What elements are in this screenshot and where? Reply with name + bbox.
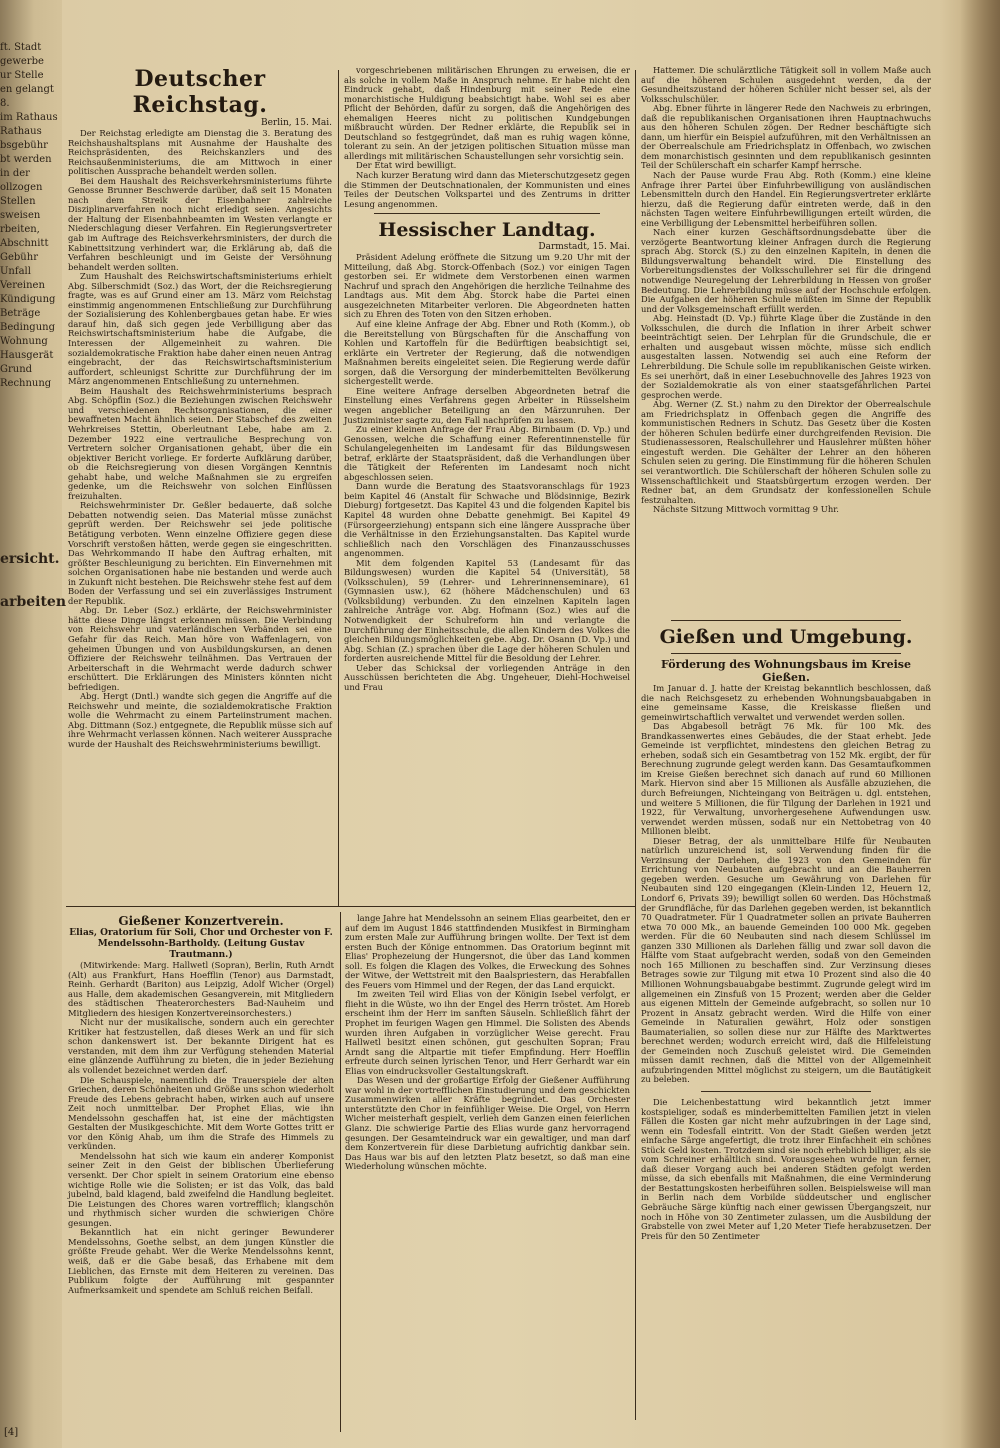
article-middle [344, 66, 630, 904]
article-title: Gießener Konzertverein. [118, 914, 284, 928]
margin-fragment: ollzogen [0, 182, 43, 193]
paragraph: Abg. Heinstadt (D. Vp.) führte Klage über die Zustände in den Volksschulen, die durch die Inflation in ihrer Arbeit schwer beeinträchtigt seien. Der Lehrplan für die Grundschule, die er erhalten und ausgebaut wissen möchte, müsse sich endlich ausgestalten lassen. Notwendig sei auch eine Reform der Lehrerbildung. Die Schule solle im republikanischen Geiste wirken. Es sei unerhört, daß in einer Lesebuchnovelle des Jahres 1923 von der Sozialdemokratie als von einer staatsgefährlichen Partei gesprochen werde. [641, 313, 931, 400]
paragraph: Die Leichenbestattung wird bekanntlich jetzt immer kostspieliger, sodaß es minderbemittelten Familien jetzt in vielen Fällen die Kosten gar nicht mehr aufzubringen in der Lage sind, wenn ein Todesfall eintritt. Von der Stadt Gießen werden jetzt einfache Särge angefertigt, die trotz ihrer Einfachheit ein schönes Stück Geld kosten. Trotzdem sind sie noch erheblich billiger, als sie vom Schreiner erhältlich sind. Vorausgesehen wurde nun ferner, daß dieser Vorgang auch bei anderen Städten gefolgt werden müsse, da sich ebenfalls mit Maßnahmen, die eine Verminderung der Bestattungskosten herbeiführen sollen. Beispielsweise will man in Berlin nach dem Vorbilde süddeutscher und englischer Gebräuche Särge künftig nach einer gewissen Übergangszeit, nur noch in Höhe von 30 Zentimeter zulassen, um die Ausbildung der Grabstelle von zwei Meter auf 1,20 Meter Tiefe herabzusetzen. Der Preis für den 50 Zentimeter [641, 1096, 931, 1241]
paragraph: lange Jahre hat Mendelssohn an seinem Elias gearbeitet, den er auf dem im August 1846 stattfindenden Musikfest in Birmingham zum ersten Male zur Aufführung bringen wollte. Der Text ist dem ersten Buch der Könige entnommen. Das Oratorium beginnt mit Elias' Prophezeiung der Hungersnot, die über das Land kommen soll. Es folgen die Klagen des Volkes, die Erweckung des Sohnes der Witwe, der Wettstreit mit den Baalspriestern, das Herabfallen des Feuers vom Himmel und der Regen, der das Land erquickt. [345, 913, 630, 990]
section-title-giessen: Gießen und Umgebung. [659, 626, 913, 648]
margin-fragment: bsgebühr [0, 140, 48, 151]
margin-fragment: Gebühr [0, 252, 38, 263]
margin-fragment: Hausgerät [0, 350, 54, 361]
dateline: Berlin, 15. Mai. [260, 118, 332, 128]
column-rule-1 [338, 70, 339, 906]
margin-fragment: Rechnung [0, 378, 52, 389]
paragraph: Abg. Dr. Leber (Soz.) erklärte, der Reichswehrminister hätte diese Dinge längst erkennen müssen. Die Verbindung von Reichswehr und vaterländischen Verbänden sei eine Gefahr für das Reich. Man höre von Waffenlagern, von geheimen Übungen und von Ausbildungskursen, an denen Offiziere der Reichswehr teilnähmen. Das Vertrauen der Arbeiterschaft in die Wehrmacht werde dadurch schwer erschüttert. Die Erklärungen des Ministers könnten nicht befriedigen. [68, 605, 332, 692]
paragraph: Abg. Hergt (Dntl.) wandte sich gegen die Angriffe auf die Reichswehr und meinte, die sozialdemokratische Fraktion wolle die Wehrmacht zu einem Parteiinstrument machen. Abg. Dittmann (Soz.) entgegnete, die Republik müsse sich auf ihre Wehrmacht verlassen können. Nach weiterer Aussprache wurde der Haushalt des Reichswehrministeriums bewilligt. [68, 691, 332, 749]
margin-fragment: in der [0, 168, 30, 179]
article-body-2 [641, 1098, 931, 1241]
article-body [68, 961, 334, 1295]
paragraph: Mendelssohn hat sich wie kaum ein anderer Komponist seiner Zeit in den Geist der biblischen Überlieferung versenkt. Der Chor spielt in seinem Oratorium eine ebenso wichtige Rolle wie die Solisten; er ist das Volk, das bald jubelnd, bald klagend, bald zweifelnd die Handlung begleitet. Die Leistungen des Chores waren vortrefflich; klangschön und rhythmisch sicher wurden die schwierigen Chöre gesungen. [68, 1150, 334, 1228]
margin-fragment: rbeiten, [0, 224, 40, 235]
paragraph: Nicht nur der musikalische, sondern auch ein gerechter Kritiker hat festzustellen, daß dieses Werk an und für sich schon dankenswert ist. Der bekannte Dirigent hat es verstanden, mit dem ihm zur Verfügung stehenden Material eine glänzende Aufführung zu bieten, die in jeder Beziehung als vollendet bezeichnet werden darf. [68, 1017, 334, 1076]
reichstag-continuation [344, 66, 630, 209]
article-konzertverein [68, 914, 334, 1424]
margin-fragment: bt werden [0, 154, 52, 165]
paragraph: Nach kurzer Beratung wird dann das Mieterschutzgesetz gegen die Stimmen der Deutschnationalen, der Kommunisten und eines Teiles der Deutschen Volkspartei und des Zentrums in dritter Lesung angenommen. [344, 170, 630, 209]
margin-fragment: Stellen [0, 196, 36, 207]
paragraph: Auf eine kleine Anfrage der Abg. Ebner und Roth (Komm.), ob die Bereitstellung von Bürgschaften für die Anschaffung von Kohlen und Kartoffeln für die Bedürftigen beabsichtigt sei, erklärte ein Vertreter der Regierung, daß die notwendigen Maßnahmen bereits eingeleitet seien. Die Regierung werde dafür sorgen, daß die Versorgung der minderbemittelten Bevölkerung sichergestellt werde. [344, 319, 630, 387]
paragraph: Mit dem folgenden Kapitel 53 (Landesamt für das Bildungswesen) wurden die Kapitel 54 (Universität), 58 (Volksschulen), 59 (Lehrer- und Lehrerinnenseminare), 61 (Gymnasien usw.), 62 (höhere Mädchenschulen) und 63 (Volksbildung) verbunden. Zu den einzelnen Kapiteln lagen zahlreiche Anträge vor. Abg. Hofmann (Soz.) wies auf die Notwendigkeit der Schulreform hin und verlangte die Durchführung der Einheitsschule, die allen Kindern des Volkes die gleichen Bildungsmöglichkeiten gebe. Abg. Dr. Osann (D. Vp.) und Abg. Schian (Z.) sprachen über die Lage der höheren Schulen und forderten ausreichende Mittel für die Besoldung der Lehrer. [344, 557, 630, 664]
margin-fragment: Abschnitt [0, 238, 49, 249]
paragraph: Die Schauspiele, namentlich die Trauerspiele der alten Griechen, deren Schönheiten und Größe uns schon wiederholt Freude des Lebens gebracht haben, wirken auch auf unsere Zeit noch unmittelbar. Der Prophet Elias, wie ihn Mendelssohn geschaffen hat, ist eine der mächtigsten Gestalten der Musikgeschichte. Mit dem Worte Gottes tritt er vor den König Ahab, um ihm die Strafe des Himmels zu verkünden. [68, 1074, 334, 1152]
article-body [345, 914, 630, 1172]
paragraph: Der Etat wird bewilligt. [356, 160, 457, 171]
margin-fragment: Beträge [0, 308, 41, 319]
landtag-continuation [641, 66, 931, 515]
article-subtitle: Elias, Oratorium für Soli, Chor und Orchester von F. Mendelssohn-Bartholdy. (Leitung Gustav Trautmann.) [69, 928, 333, 960]
paragraph: Beim Haushalt des Reichswehrministeriums besprach Abg. Schöpflin (Soz.) die Beziehungen zwischen Reichswehr und verschiedenen Rechtsorganisationen, die einer bewaffneten Macht ähnlich seien. Der Stabschef des zweiten Wehrkreises Stettin, Oberleutnant Lebe, habe am 2. Dezember 1922 eine vertrauliche Besprechung von Vertretern solcher Organisationen gehabt, über die ein objektiver Bericht vorliege. Er forderte Aufklärung darüber, ob die Reichsregierung von diesen Vorgängen Kenntnis gehabt habe, und welche Maßnahmen sie zu ergreifen gedenke, um die Reichswehr von solchen Einflüssen freizuhalten. [68, 385, 332, 501]
paragraph: Eine weitere Anfrage derselben Abgeordneten betraf die Einstellung eines Verfahrens gegen Arbeiter in Rüsselsheim wegen angeblicher Beteiligung an den Märzunruhen. Der Justizminister sagte zu, den Fall nachprüfen zu lassen. [344, 385, 630, 425]
margin-fragment: Grund [0, 364, 33, 375]
section-title-hessischer-landtag: Hessischer Landtag. [378, 219, 596, 242]
paragraph: Bei dem Haushalt des Reichsverkehrsministeriums führte Genosse Brunner Beschwerde darüber, daß seit 15 Monaten nach dem Streik der Eisenbahner zahlreiche Disziplinarverfahren noch nicht erledigt seien. Angesichts der Haltung der Eisenbahnbeamten im Westen verlangte er Niederschlagung dieser Verfahren. Ein Regierungsvertreter gab im Auftrage des Reichsverkehrsministers, der durch die Kabinettsitzung verhindert war, die Erklärung ab, daß die Verfahren beschleunigt und im Geiste der Versöhnung behandelt werden sollten. [68, 175, 332, 272]
margin-fragment: ur Stelle [0, 70, 44, 81]
divider [671, 653, 901, 654]
margin-fragment: im Rathaus [0, 112, 58, 123]
column-rule-3 [340, 912, 341, 1432]
paragraph: Der Reichstag erledigte am Dienstag die 3. Beratung des Reichshaushaltsplans mit Ausnahme der Haushalte des Reichspräsidenten, des Reichskanzlers und des Reichsaußenministeriums, die am Mittwoch in einer politischen Aussprache behandelt werden sollen. [68, 128, 332, 177]
divider [374, 213, 600, 214]
paragraph: Nach der Pause wurde Frau Abg. Roth (Komm.) eine kleine Anfrage ihrer Partei über Einfuhrbewilligung von ausländischen Lebensmitteln durch den Handel. Ein Regierungsvertreter erklärte hierzu, daß die Regierung dafür eintreten werde, daß in den nächsten Tagen weitere Einfuhrbewilligungen erteilt würden, die eine Verbilligung der Lebensmittel herbeiführen sollen. [641, 170, 931, 228]
article-konzertverein-continuation [345, 914, 630, 1424]
page-edge-shadow [960, 0, 1000, 1448]
paragraph: Dann wurde die Beratung des Staatsvoranschlags für 1923 beim Kapitel 46 (Anstalt für Schwache und Blödsinnige, Bezirk Dieburg) fortgesetzt. Das Kapitel 43 und die folgenden Kapitel bis Kapitel 48 wurden ohne Debatte genehmigt. Bei Kapitel 49 (Fürsorgeerziehung) entspann sich eine längere Aussprache über die Verhältnisse in den Erziehungsanstalten. Das Kapitel wurde schließlich nach den Vorschlägen des Finanzausschusses angenommen. [344, 481, 630, 559]
paragraph: Zu einer kleinen Anfrage der Frau Abg. Birnbaum (D. Vp.) und Genossen, welche die Schaffung einer Referentinnenstelle für Schulangelegenheiten im Landesamt für das Bildungswesen betraf, erklärte der Staatspräsident, daß die Verhandlungen über die Tätigkeit der Referenten im Landesamt noch nicht abgeschlossen seien. [344, 424, 630, 482]
article-body [641, 684, 931, 1085]
margin-fragment: sweisen [0, 210, 41, 221]
article-body [68, 129, 332, 750]
margin-fragment: Wohnung [0, 336, 48, 347]
section-giessen [641, 616, 931, 1424]
margin-heading-fragment: ersicht. [0, 551, 60, 567]
paragraph: Abg. Werner (Z. St.) nahm zu den Direktor der Oberrealschule am Friedrichsplatz in Offenbach gegen die Angriffe des kommunistischen Redners in Schutz. Das Gesetz über die Kosten der höheren Schulen bedürfe einer durchgreifenden Revision. Die Studienassessoren, Realschullehrer und Hauslehrer müßten höher eingestuft werden. Die Gehälter der Lehrer an den höheren Schulen seien zu gering. Die Einstimmung für die höheren Schulen sei verantwortlich. Die Schülerschaft der höheren Schulen solle zu Wissenschaftlichkeit und Staatsbürgertum erzogen werden. Der Redner bat, an dem Grundsatz der konfessionellen Schule festzuhalten. [641, 399, 931, 505]
margin-fragment: 8. [0, 98, 10, 109]
landtag-body [344, 253, 630, 692]
paragraph: Bekanntlich hat ein nicht geringer Bewunderer Mendelssohns, Goethe selbst, an dem jungen Künstler die größte Freude gehabt. Wer die Werke Mendelssohns kennt, weiß, daß er die Gabe besaß, das Erhabene mit dem Lieblichen, das Ernste mit dem Heiteren zu vereinen. Das Publikum folgte der Aufführung mit gespannter Aufmerksamkeit und spendete am Schluß reichen Beifall. [68, 1227, 334, 1295]
paragraph: Hattemer. Die schulärztliche Tätigkeit soll in vollem Maße auch auf die höheren Schulen ausgedehnt werden, da der Gesundheitszustand der höheren Schüler nicht besser sei, als der Volksschulschüler. [641, 65, 931, 104]
margin-fragment: ft. Stadt [0, 42, 42, 53]
margin-fragment: Unfall [0, 266, 31, 277]
paragraph: vorgeschriebenen militärischen Ehrungen zu erweisen, die er als solche in vollem Maße in Anspruch nehme. Er habe nicht den Eindruck gehabt, daß Hindenburg mit seiner Rede eine monarchistische Huldigung beabsichtigt habe. Wohl sei es aber Pflicht der Behörden, dafür zu sorgen, daß die Angehörigen des ehemaligen Heeres nicht zu politischen Kundgebungen mißbraucht würden. Der Redner erklärte, die Republik sei in Deutschland so festgegründet, daß man es ruhig wagen könne, tolerant zu sein. An der jetzigen politischen Situation müsse man allerdings mit militärischen Schaustellungen sehr vorsichtig sein. [344, 65, 630, 161]
dateline: Darmstadt, 15. Mai. [538, 242, 630, 253]
article-reichstag [68, 66, 332, 904]
paragraph: Nächste Sitzung Mittwoch vormittag 9 Uhr. [653, 504, 839, 515]
divider [701, 1091, 871, 1092]
paragraph: Im Januar d. J. hatte der Kreistag bekanntlich beschlossen, daß die nach Reichsgesetz zu erhebenden Wohnungsbauabgaben in eine gemeinsame Kasse, die Kreiskasse fließen und gemeinwirtschaftlich verwaltet und verwendet werden sollen. [641, 683, 931, 722]
paragraph: Präsident Adelung eröffnete die Sitzung um 9.20 Uhr mit der Mitteilung, daß Abg. Storck-Offenbach (Soz.) vor einigen Tagen gestorben sei. Er widmete dem Verstorbenen einen warmen Nachruf und sprach den Angehörigen die herzliche Teilnahme des Landtags aus. Mit dem Abg. Storck habe die Partei einen ausgezeichneten Mitarbeiter verloren. Die Abgeordneten hatten sich zu Ehren des Toten von den Sitzen erhoben. [344, 252, 630, 320]
article-right-top [641, 66, 931, 614]
column-rule-2 [635, 70, 636, 1420]
paragraph: Das Wesen und der großartige Erfolg der Gießener Aufführung war wohl in der vortrefflichen Einstudierung und dem geschickten Zusammenwirken aller Kräfte begründet. Das Orchester unterstützte den Chor in feinfühliger Weise. Die Orgel, von Herrn Wicher meisterhaft gespielt, verlieh dem Ganzen einen feierlichen Glanz. Die schwierige Partie des Elias wurde ganz hervorragend gesungen. Der Gesamteindruck war ein gewaltiger, und man darf dem Konzertverein für diese Darbietung aufrichtig dankbar sein. Das Haus war bis auf den letzten Platz besetzt, so daß man eine Wiederholung wünschen möchte. [345, 1075, 630, 1172]
margin-heading-fragment: arbeiten [0, 594, 67, 610]
page-folio: [4] [4, 1427, 19, 1438]
paragraph: Zum Haushalt des Reichswirtschaftsministeriums erhielt Abg. Silberschmidt (Soz.) das Wort, der die Reichsregierung fragte, was es auf Grund einer am 13. März vom Reichstag einstimmig angenommenen Entschließung zur Durchführung der Sozialisierung des Kohlenbergbaues getan habe. Er wies darauf hin, daß sich gegen jede Verbilligung aber das Reichswirtschaftsministerium habe die Aufgabe, die Interessen der Allgemeinheit zu wahren. Die sozialdemokratische Fraktion habe daher einen neuen Antrag eingebracht, der das Reichswirtschaftsministerium auffordert, schleunigst Schritte zur Durchführung der im März angenommenen Entschließung zu unternehmen. [68, 271, 332, 387]
margin-fragment: Kündigung [0, 294, 56, 305]
divider [671, 620, 901, 621]
paragraph: Das Abgabesoll beträgt 76 Mk. für 100 Mk. des Brandkassenwertes eines Gebäudes, die der Staat erhebt. Jede Gemeinde ist verpflichtet, mindestens den gleichen Betrag zu erheben, sodaß sich ein Gesamtbetrag von 152 Mk. ergibt, der für Berechnung zugrunde gelegt werden kann. Das Gesamtaufkommen im Kreise Gießen berechnet sich danach auf rund 60 Millionen Mark. Hiervon sind aber 15 Millionen als Ausfälle abzuziehen, die durch Befreiungen, Nichteingang von Beiträgen u. dgl. entstehen, und weitere 5 Millionen, die für Tilgung der Darlehen in 1921 und 1922, für Verwaltung, unvorhergesehene Aufwendungen usw. verwendet werden müssen, sodaß nur ein Nettobetrag von 40 Millionen bleibt. [641, 721, 931, 837]
paragraph: Reichswehrminister Dr. Geßler bedauerte, daß solche Debatten notwendig seien. Das Material müsse zunächst geprüft werden. Der Reichswehr sei jede politische Betätigung verboten. Wenn einzelne Offiziere gegen diese Vorschrift verstoßen hätten, werde gegen sie eingeschritten. Das Wehrkommando II habe den Auftrag erhalten, mit größter Beschleunigung zu berichten. Ein Einvernehmen mit solchen Organisationen habe nie bestanden und werde auch in Zukunft nicht bestehen. Die Reichswehr stehe fest auf dem Boden der Verfassung und sei ein zuverlässiges Instrument der Republik. [68, 500, 332, 606]
paragraph: Abg. Ebner führte in längerer Rede den Nachweis zu erbringen, daß die republikanischen Organisationen ihren Hauptnachwuchs aus den höheren Schulen zögen. Der Redner beschäftigte sich dann, um hierfür ein Beispiel aufzuführen, mit den Verhältnissen an der Oberrealschule am Friedrichsplatz in Offenbach, wo zwischen dem monarchistisch gesinnten und dem republikanisch gesinnten Teil der Schülerschaft ein scharfer Kampf herrsche. [641, 103, 931, 171]
horizontal-rule-konzert [66, 906, 636, 907]
paragraph: Dieser Betrag, der als unmittelbare Hilfe für Neubauten natürlich unzureichend ist, soll Verwendung finden für die Verzinsung der Darlehen, die 1923 von den Gemeinden für Errichtung von Neubauten aufgebracht und an die Bauherren gegeben werden. Gesuche um Gewährung von Darlehen für Neubauten sind 120 eingegangen (Klein-Linden 12, Heuern 12, Londorf 6, Privats 39); bewilligt sollen 60 werden. Das Höchstmaß der Grundfläche, für das Darlehen gegeben werden, ist bekanntlich 70 Quadratmeter. Für 1 Quadratmeter sollen an private Bauherren etwa 70 000 Mk., an bauende Gemeinden 100 000 Mk. gegeben werden. Für die 60 Neubauten sind nach diesem Schlüssel im ganzen 330 Millionen als Darlehen fällig und zwar soll davon die Hälfte vom Staat aufgebracht werden, sodaß von den Gemeinden noch 165 Millionen zu beschaffen sind. Zur Verzinsung dieses Betrages sowie zur Tilgung mit etwa 10 Prozent sind also die 40 Millionen Wohnungsbauabgabe bestimmt. Zugrunde gelegt wird im allgemeinen ein Zinsfuß von 15 Prozent; werden aber die Gelder aus eigenen Mitteln der Gemeinde aufgebracht, so sollen nur 10 Prozent in Ansatz gebracht werden. Wird die Hilfe von einer Gemeinde in Naturalien gewährt, Holz oder sonstigen Baumaterialien, so sollen diese nur zur Hälfte des Marktwertes berechnet werden; wodurch erreicht wird, daß die Hilfeleistung der Gemeinden noch Zuschuß geleistet wird. Die Gemeinden müssen damit rechnen, daß die Mittel von der Allgemeinheit aufzubringenden Mittel möglichst zu steigern, um die Bautätigkeit zu beleben. [641, 835, 931, 1085]
paragraph: (Mitwirkende: Marg. Hallwetl (Sopran), Berlin, Ruth Arndt (Alt) aus Frankfurt, Hans Hoefflin (Tenor) aus Darmstadt, Reinh. Gerhardt (Bariton) aus Leipzig, Adolf Wicher (Orgel) aus Halle, dem akademischen Gesangverein, mit Mitgliedern des städtischen Theaterorchesters Bad-Nauheim und Mitgliedern des hiesigen Konzertvereinsorchesters.) [68, 960, 334, 1018]
article-subtitle: Förderung des Wohnungsbaus im Kreise Gießen. [661, 658, 911, 684]
paragraph: Nach einer kurzen Geschäftsordnungsdebatte über die verzögerte Beantwortung kleiner Anfragen durch die Regierung sprach Abg. Storck (S.) zu den einzelnen Kapiteln, in denen die Bildungsverwaltung behandelt wird. Die Einstellung des Vorbereitungsdienstes der Volksschullehrer sei für die dringend notwendige Neuregelung der Lehrerbildung in Hessen von großer Bedeutung. Die Lehrerbildung müsse auf der Hochschule erfolgen. Die Aufgaben der höheren Schule müßten im Sinne der Republik und der Volksgemeinschaft erfüllt werden. [641, 227, 931, 314]
margin-fragment: en gelangt [0, 84, 54, 95]
margin-fragment: Bedingung [0, 322, 55, 333]
paragraph: Im zweiten Teil wird Elias von der Königin Isebel verfolgt, er flieht in die Wüste, wo ihn der Engel des Herrn tröstet. Am Horeb erscheint ihm der Herr im sanften Säuseln. Schließlich fährt der Prophet im feurigen Wagen gen Himmel. Die Solisten des Abends wurden ihren Aufgaben in vorzüglicher Weise gerecht. Frau Hallwetl besitzt einen schönen, gut geschulten Sopran; Frau Arndt sang die Altpartie mit tiefer Empfindung. Herr Hoefflin erfreute durch seinen lyrischen Tenor, und Herr Gerhardt war ein Elias von eindrucksvoller Gestaltungskraft. [345, 989, 630, 1076]
article-title: Deutscher Reichstag. [132, 66, 268, 118]
paragraph: Ueber das Schicksal der vorliegenden Anträge in den Ausschüssen berichteten die Abg. Ungeheuer, Diehl-Hochweisel und Frau [344, 662, 630, 692]
margin-fragment: Rathaus [0, 126, 42, 137]
margin-fragment: Vereinen [0, 280, 45, 291]
margin-fragment: gewerbe [0, 56, 44, 67]
